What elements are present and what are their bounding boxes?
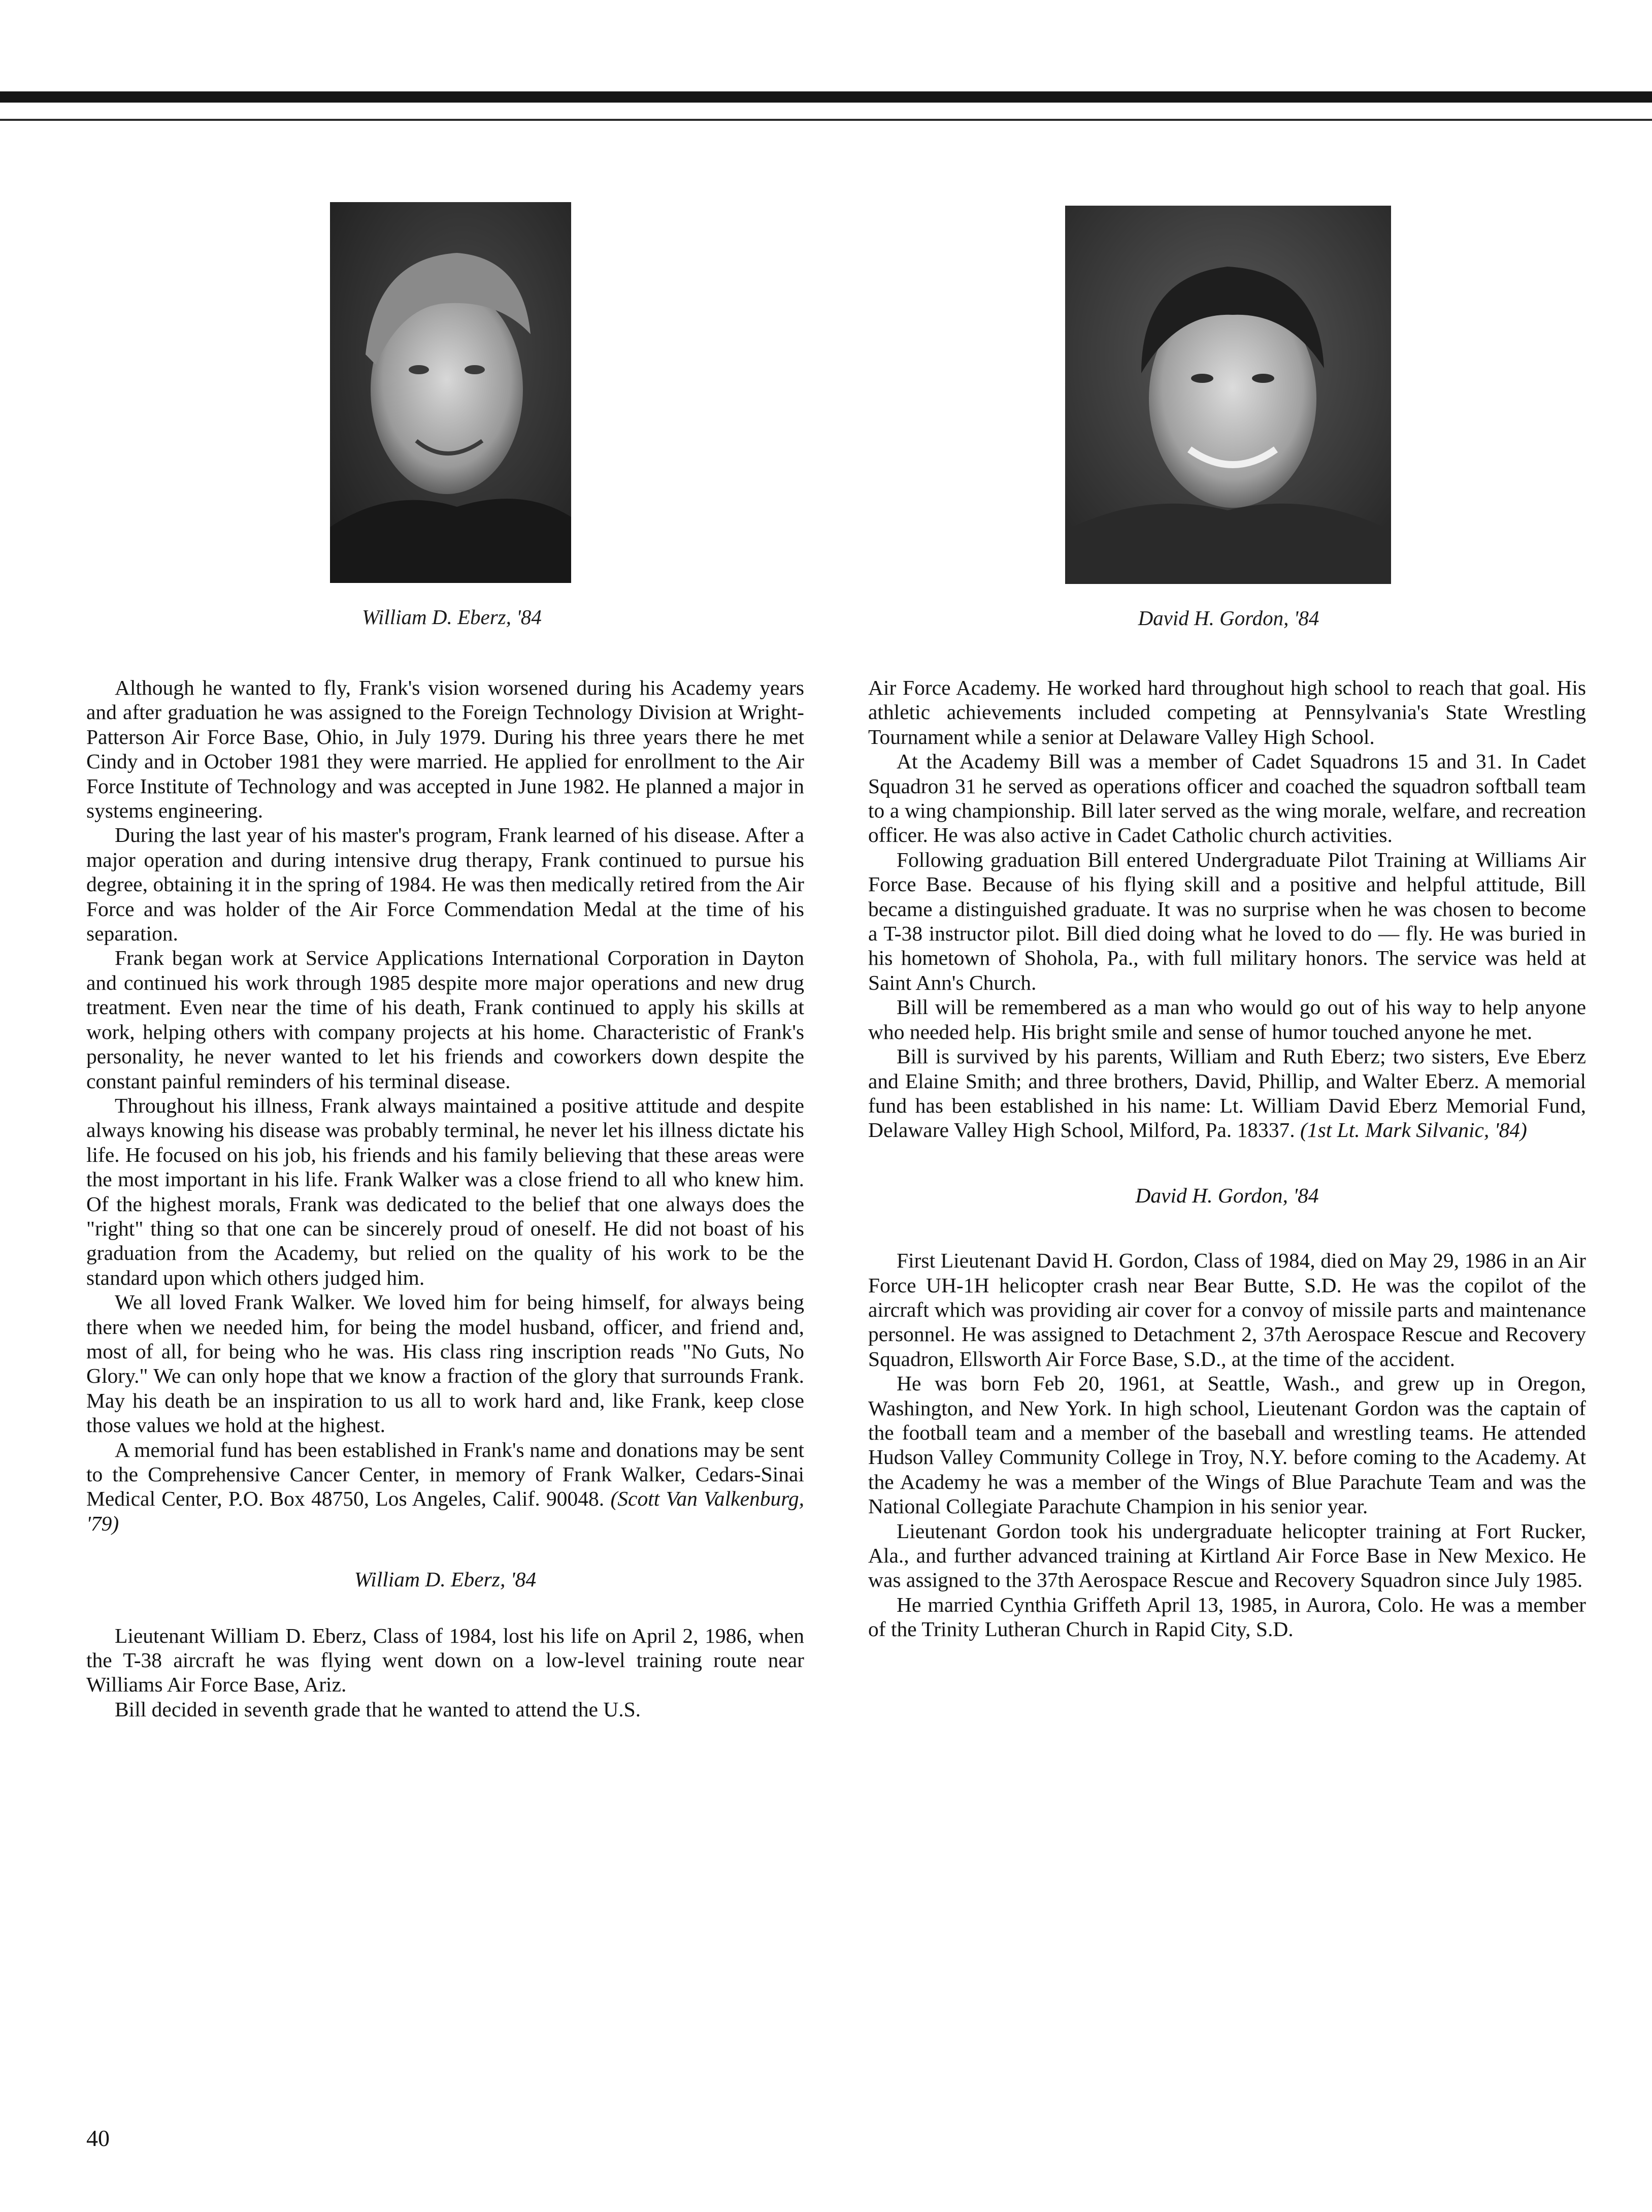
- photo-caption-eberz: William D. Eberz, '84: [362, 605, 542, 629]
- article-paragraph: We all loved Frank Walker. We loved him for being himself, for always being there when we needed him, for being the model husband, officer, and friend and, most of all, for being who he was. His class ring inscription reads "No Guts, No Glory." We can only hope that we know a fraction of the glory that surrounds Frank. May his death be an inspiration to us all to work hard and, like Frank, keep close those values we hold at the highest.: [86, 1290, 804, 1437]
- section-heading-eberz: William D. Eberz, '84: [354, 1568, 537, 1591]
- article-paragraph: Although he wanted to fly, Frank's vision worsened during his Academy years and after graduation he was assigned to the Foreign Technology Division at Wright-Patterson Air Force Base, Ohio, in July 1979. During his three years there he met Cindy and in October 1981 they were married. He applied for enrollment to the Air Force Institute of Technology and was accepted in June 1982. He planned a major in systems engineering.: [86, 676, 804, 823]
- memorial-text: A memorial fund has been established in Frank's name and donations may be sent to the Comprehensive Cancer Center, in memory of Frank Walker, Cedars-Sinai Medical Center, P.O. Box 48750, Los Angeles, Calif. 90048.: [86, 1438, 804, 1511]
- header-rule-thin: [0, 119, 1652, 121]
- article-paragraph: Bill will be remembered as a man who would go out of his way to help anyone who needed help. His bright smile and sense of humor touched anyone he met.: [868, 995, 1586, 1044]
- article-paragraph: He married Cynthia Griffeth April 13, 1985, in Aurora, Colo. He was a member of the Trinity Lutheran Church in Rapid City, S.D.: [868, 1592, 1586, 1641]
- article-paragraph: Frank began work at Service Applications International Corporation in Dayton and continued his work through 1985 despite more major operations and new drug treatment. Even near the time of his death, Frank continued to apply his skills at work, helping others with company projects at his home. Characteristic of Frank's personality, he never wanted to let his friends and coworkers down despite the constant painful reminders of his terminal disease.: [86, 946, 804, 1093]
- right-column: [868, 675, 1586, 1642]
- article-paragraph: During the last year of his master's program, Frank learned of his disease. After a major operation and during intensive drug therapy, Frank continued to pursue his degree, obtaining it in the spring of 1984. He was then medically retired from the Air Force and was holder of the Air Force Commendation Medal at the time of his separation.: [86, 823, 804, 946]
- article-paragraph-continued: Air Force Academy. He worked hard throughout high school to reach that goal. His athletic achievements included competing at Pennsylvania's State Wrestling Tournament while a senior at Delaware Valley High School.: [868, 676, 1586, 749]
- header-rule-thick: [0, 91, 1652, 103]
- page-number: 40: [86, 2125, 110, 2151]
- portrait-photo-eberz: [330, 202, 571, 583]
- author-signature: (1st Lt. Mark Silvanic, '84): [1300, 1118, 1527, 1142]
- left-column: [86, 675, 804, 1721]
- article-paragraph: Bill decided in seventh grade that he wanted to attend the U.S.: [115, 1697, 641, 1721]
- section-heading-gordon: David H. Gordon, '84: [1135, 1183, 1319, 1207]
- article-paragraph: First Lieutenant David H. Gordon, Class of 1984, died on May 29, 1986 in an Air Force UH-1H helicopter crash near Bear Butte, S.D. He was the copilot of the aircraft which was providing air cover for a convoy of missile parts and maintenance personnel. He was assigned to Detachment 2, 37th Aerospace Rescue and Recovery Squadron, Ellsworth Air Force Base, S.D., at the time of the accident.: [868, 1249, 1586, 1371]
- survivors-text: Bill is survived by his parents, William and Ruth Eberz; two sisters, Eve Eberz and Elaine Smith; and three brothers, David, Phillip, and Walter Eberz. A memorial fund has been established in his name: Lt. William David Eberz Memorial Fund, Delaware Valley High School, Milford, Pa. 18337.: [868, 1045, 1586, 1142]
- author-signature: (Scott Van Valkenburg, '79): [86, 1487, 805, 1535]
- photo-caption-gordon: David H. Gordon, '84: [1138, 606, 1319, 630]
- article-paragraph: At the Academy Bill was a member of Cadet Squadrons 15 and 31. In Cadet Squadron 31 he served as operations officer and coached the squadron softball team to a wing championship. Bill later served as the wing morale, welfare, and recreation officer. He was also active in Cadet Catholic church activities.: [868, 750, 1586, 847]
- article-paragraph: Throughout his illness, Frank always maintained a positive attitude and despite always knowing his disease was probably terminal, he never let his illness dictate his life. He focused on his job, his friends and his family believing that these areas were the most important in his life. Frank Walker was a close friend to all who knew him. Of the highest morals, Frank was dedicated to the belief that one always does the "right" thing so that one can be sincerely proud of oneself. He did not boast of his graduation from the Academy, but relied on the quality of his work to be the standard upon which others judged him.: [86, 1093, 804, 1289]
- survivors-paragraph: [868, 1044, 1586, 1143]
- portrait-photo-gordon: [1065, 206, 1391, 584]
- article-paragraph: Following graduation Bill entered Undergraduate Pilot Training at Williams Air Force Base. Because of his flying skill and a positive and helpful attitude, Bill became a distinguished graduate. It was no surprise when he was chosen to become a T-38 instructor pilot. Bill died doing what he loved to do — fly. He was buried in his hometown of Shohola, Pa., with full military honors. The service was held at Saint Ann's Church.: [868, 848, 1586, 994]
- article-paragraph: Lieutenant Gordon took his undergraduate helicopter training at Fort Rucker, Ala., and further advanced training at Kirtland Air Force Base in New Mexico. He was assigned to the 37th Aerospace Rescue and Recovery Squadron since July 1985.: [868, 1519, 1586, 1592]
- article-paragraph: Lieutenant William D. Eberz, Class of 1984, lost his life on April 2, 1986, when the T-38 aircraft he was flying went down on a low-level training route near Williams Air Force Base, Ariz.: [86, 1623, 804, 1697]
- article-paragraph: He was born Feb 20, 1961, at Seattle, Wash., and grew up in Oregon, Washington, and New York. In high school, Lieutenant Gordon was the captain of the football team and a member of the baseball and wrestling teams. He attended Hudson Valley Community College in Troy, N.Y. before coming to the Academy. At the Academy he was a member of the Wings of Blue Parachute Team and was the National Collegiate Parachute Champion in his senior year.: [868, 1372, 1586, 1518]
- memorial-paragraph: [86, 1438, 804, 1536]
